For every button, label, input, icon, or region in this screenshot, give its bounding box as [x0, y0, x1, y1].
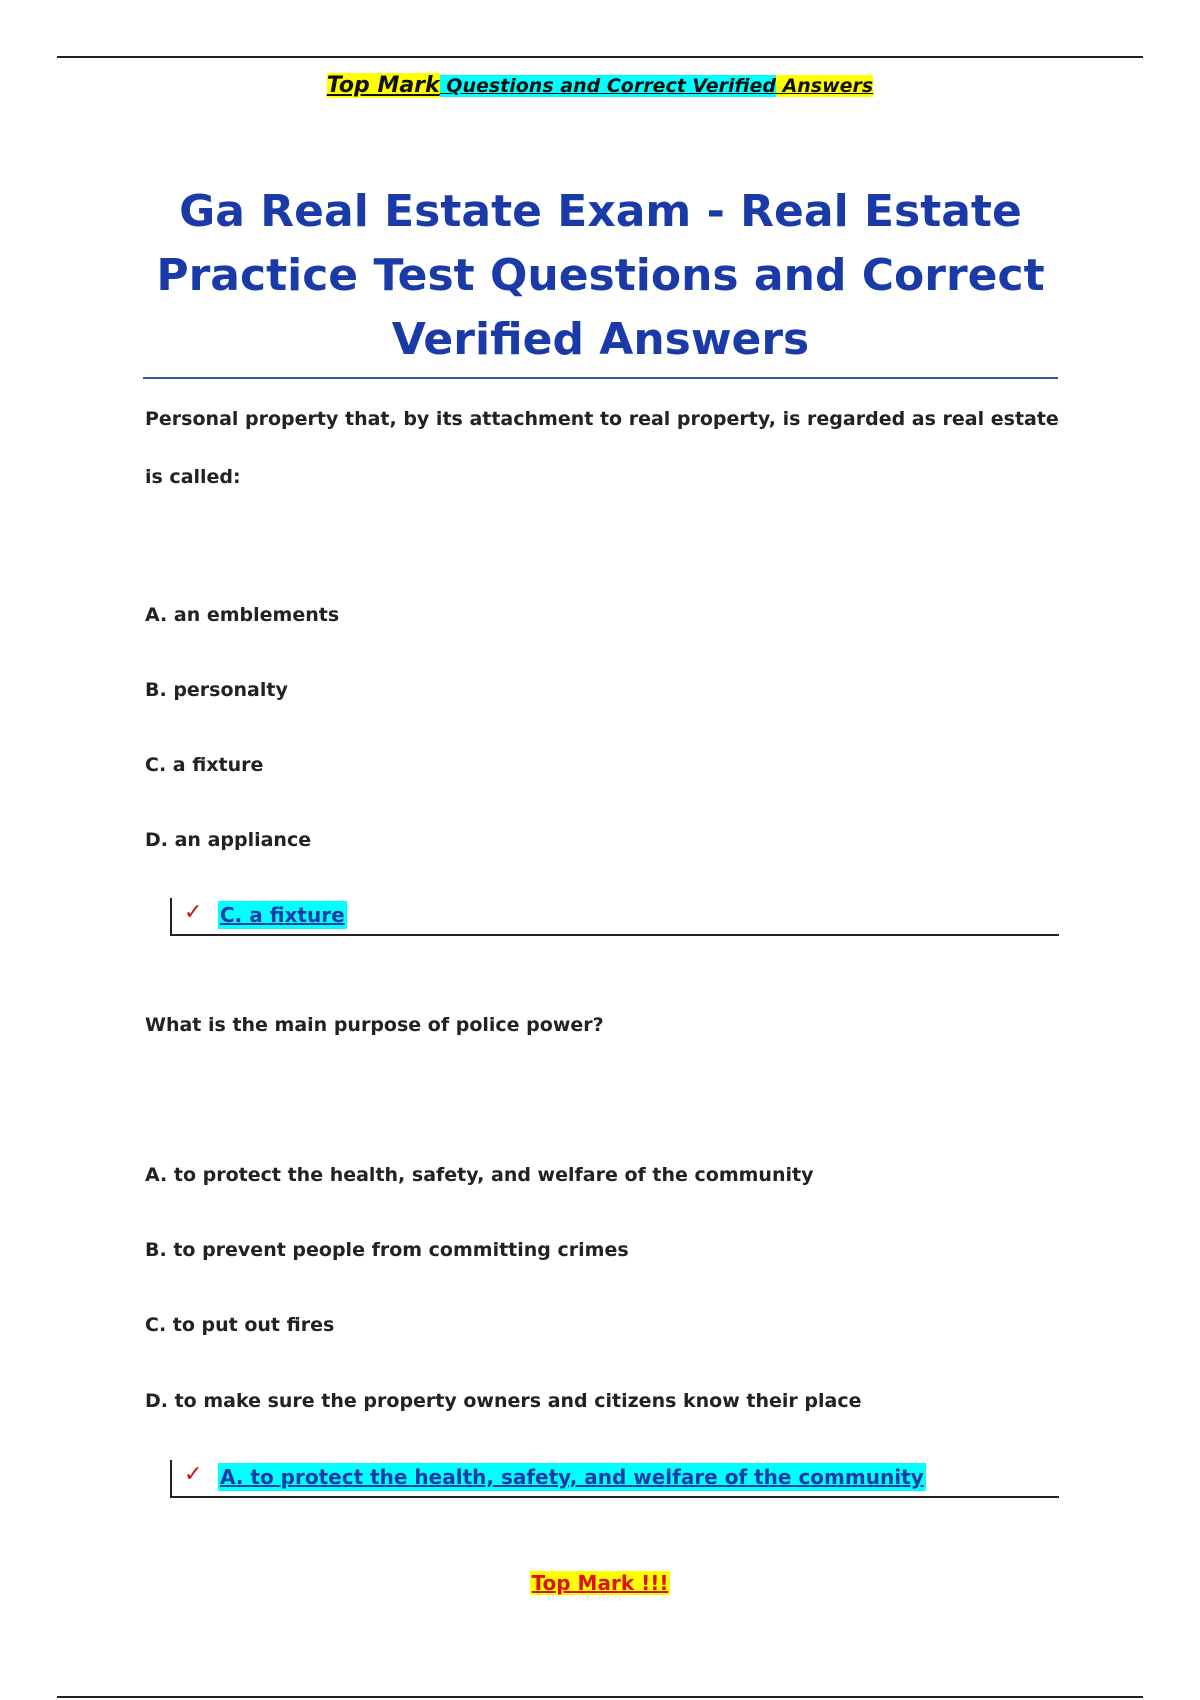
- question-2-option-b: B. to prevent people from committing crimes: [145, 1239, 629, 1261]
- question-1-answer-text: C. a fixture: [220, 903, 345, 927]
- check-mark-icon: ✓: [184, 900, 203, 925]
- question-1-answer: [170, 898, 1059, 936]
- question-1-text: Personal property that, by its attachment to real property, is regarded as real estate is called:: [145, 408, 1059, 488]
- question-1-option-c: C. a fixture: [145, 754, 264, 776]
- question-1-option-b: B. personalty: [145, 679, 288, 701]
- question-2-option-d: D. to make sure the property owners and citizens know their place: [145, 1390, 862, 1412]
- header-questions: Questions and Correct Verified: [439, 75, 776, 97]
- question-1-option-a: A. an emblements: [145, 604, 340, 626]
- header-banner: [0, 72, 1200, 100]
- question-2-answer: [170, 1460, 1059, 1498]
- document-title: Ga Real Estate Exam - Real Estate Practice Test Questions and Correct Verified Answers: [156, 186, 1045, 365]
- footer-top-mark: [0, 1568, 1200, 1598]
- header-top-mark: Top Mark: [326, 73, 440, 98]
- question-2-answer-text: A. to protect the health, safety, and welfare of the community: [220, 1465, 924, 1489]
- check-mark-icon: ✓: [184, 1462, 203, 1487]
- title-underline: [143, 377, 1058, 379]
- question-2-option-a: A. to protect the health, safety, and welfare of the community: [145, 1164, 814, 1186]
- question-2-text: What is the main purpose of police power?: [145, 1014, 604, 1036]
- footer-top-mark-text: Top Mark !!!: [531, 1571, 669, 1595]
- bottom-rule: [57, 1696, 1143, 1698]
- header-answers: Answers: [775, 75, 874, 97]
- top-rule: [57, 56, 1143, 58]
- question-1-option-d: D. an appliance: [145, 829, 312, 851]
- question-2-option-c: C. to put out fires: [145, 1314, 335, 1336]
